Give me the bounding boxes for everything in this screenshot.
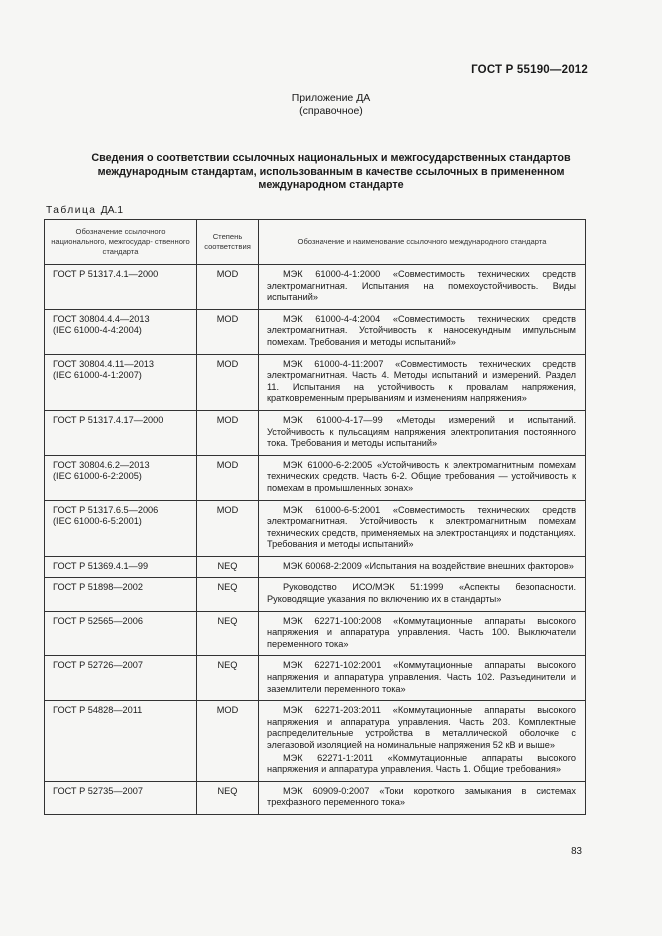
national-standard-designation: ГОСТ Р 51317.4.17—2000: [53, 414, 164, 425]
table-row: [45, 701, 586, 782]
annex-note: (справочное): [299, 105, 363, 117]
national-standard-designation: ГОСТ Р 51317.4.1—2000: [53, 269, 159, 279]
correspondence-table: [44, 219, 586, 815]
table-row: [45, 578, 586, 611]
national-standard-cell: [45, 455, 197, 500]
international-standard-entry: Руководство ИСО/МЭК 51:1999 «Аспекты безопасности. Руководящие указания по включению их в стандарты»: [267, 582, 576, 605]
degree-cell: MOD: [197, 354, 259, 410]
international-standard-entry: МЭК 61000-6-5:2001 «Совместимость технических средств электромагнитная. Устойчивость к электромагнитным помехам технических средств, применяемых на электростанциях и подстанциях. Требования и методы испытаний»: [267, 504, 576, 550]
national-standard-designation: ГОСТ Р 51369.4.1—99: [53, 560, 149, 571]
international-standard-entry: МЭК 62271-203:2011 «Коммутационные аппараты высокого напряжения и аппаратура управления. Часть 203. Комплектные распределительные устройства в металлической оболочке с элегазовой изоляцией на номинальные напряжения 52 кВ и выше»: [267, 705, 576, 750]
header-international-standard: Обозначение и наименование ссылочного международного стандарта: [259, 220, 586, 265]
table-body: [45, 265, 586, 815]
degree-cell: MOD: [197, 701, 259, 782]
national-standard-designation: (IEC 61000-4-1:2007): [53, 370, 142, 381]
national-standard-designation: ГОСТ 30804.4.11—2013: [53, 358, 155, 369]
international-standard-cell: [259, 611, 586, 656]
table-row: [45, 410, 586, 455]
international-standard-entry: МЭК 62271-102:2001 «Коммутационные аппараты высокого напряжения и аппаратура управления. Часть 102. Разъединители и заземлители переменного тока»: [267, 660, 576, 694]
table-row: [45, 500, 586, 556]
national-standard-cell: [45, 611, 197, 656]
degree-cell: NEQ: [197, 611, 259, 656]
international-standard-cell: [259, 556, 586, 578]
table-row: [45, 656, 586, 701]
international-standard-cell: [259, 309, 586, 354]
table-row: [45, 556, 586, 578]
international-standard-cell: [259, 656, 586, 701]
international-standard-entry: МЭК 60909-0:2007 «Токи короткого замыкания в системах трехфазного переменного тока»: [267, 785, 576, 808]
degree-cell: MOD: [197, 309, 259, 354]
international-standard-cell: [259, 455, 586, 500]
section-title: Сведения о соответствии ссылочных национальных и межгосударственных стандартов международным стандартам, использованным в качестве ссылочных в примененном международном стандарте: [91, 152, 571, 191]
international-standard-cell: [259, 265, 586, 310]
table-row: [45, 354, 586, 410]
table-row: [45, 611, 586, 656]
international-standard-entry: МЭК 61000-6-2:2005 «Устойчивость к электромагнитным помехам технических средств. Часть 6-2. Общие требования — устойчивость к помехам в промышленных зонах»: [267, 459, 576, 493]
national-standard-cell: [45, 265, 197, 310]
international-standard-entry: МЭК 61000-4-1:2000 «Совместимость технических средств электромагнитная. Испытания на помехоустойчивость. Виды испытаний»: [267, 269, 576, 303]
national-standard-designation: ГОСТ Р 52735—2007: [53, 785, 143, 796]
international-standard-entry: МЭК 60068-2:2009 «Испытания на воздействие внешних факторов»: [283, 560, 574, 571]
international-standard-cell: [259, 781, 586, 814]
annex-label: Приложение ДА: [291, 92, 371, 104]
degree-cell: MOD: [197, 410, 259, 455]
national-standard-cell: [45, 578, 197, 611]
table-row: [45, 265, 586, 310]
degree-cell: MOD: [197, 500, 259, 556]
national-standard-designation: (IEC 61000-6-5:2001): [53, 516, 142, 527]
document-code: ГОСТ Р 55190—2012: [471, 64, 588, 76]
degree-cell: NEQ: [197, 781, 259, 814]
international-standard-entry: МЭК 61000-4-11:2007 «Совместимость технических средств электромагнитная. Часть 4. Методы испытаний и измерений. Раздел 11. Испытания на устойчивость к провалам напряжения, кратковременным прерываниям и изменениям напряжения»: [267, 358, 576, 404]
national-standard-designation: ГОСТ Р 51317.6.5—2006: [53, 504, 159, 515]
national-standard-cell: [45, 354, 197, 410]
national-standard-designation: ГОСТ Р 54828—2011: [53, 705, 143, 716]
international-standard-entry: МЭК 61000-4-17—99 «Методы измерений и испытаний. Устойчивость к пульсациям напряжения электропитания постоянного тока. Требования и методы испытаний»: [267, 414, 576, 449]
national-standard-cell: [45, 410, 197, 455]
national-standard-designation: ГОСТ Р 51898—2002: [53, 582, 143, 593]
international-standard-cell: [259, 410, 586, 455]
degree-cell: MOD: [197, 455, 259, 500]
degree-cell: NEQ: [197, 656, 259, 701]
degree-cell: NEQ: [197, 578, 259, 611]
degree-cell: NEQ: [197, 556, 259, 578]
degree-cell: MOD: [197, 265, 259, 310]
table-row: [45, 309, 586, 354]
international-standard-cell: [259, 500, 586, 556]
international-standard-cell: [259, 578, 586, 611]
page-number: 83: [571, 846, 582, 857]
national-standard-designation: ГОСТ Р 52726—2007: [53, 660, 143, 671]
international-standard-entry: МЭК 62271-1:2011 «Коммутационные аппараты высокого напряжения и аппаратура управления. Часть 1. Общие требования»: [267, 752, 576, 775]
national-standard-designation: (IEC 61000-4-4:2004): [53, 325, 142, 336]
international-standard-cell: [259, 701, 586, 782]
table-row: [45, 455, 586, 500]
national-standard-cell: [45, 781, 197, 814]
national-standard-designation: ГОСТ 30804.6.2—2013: [53, 459, 150, 470]
table-caption-word: Таблица: [46, 205, 97, 216]
national-standard-designation: ГОСТ Р 52565—2006: [53, 615, 143, 626]
table-caption-number: ДА.1: [100, 205, 123, 216]
international-standard-entry: МЭК 61000-4-4:2004 «Совместимость технических средств электромагнитная. Устойчивость к наносекундным импульсным помехам. Требования и методы испытаний»: [267, 313, 576, 347]
table-row: [45, 781, 586, 814]
table-caption: [46, 205, 123, 216]
international-standard-cell: [259, 354, 586, 410]
national-standard-cell: [45, 309, 197, 354]
international-standard-entry: МЭК 62271-100:2008 «Коммутационные аппараты высокого напряжения и аппаратура управления. Часть 100. Выключатели переменного тока»: [267, 615, 576, 649]
national-standard-designation: (IEC 61000-6-2:2005): [53, 471, 142, 482]
table-header-row: [45, 220, 586, 265]
national-standard-cell: [45, 656, 197, 701]
national-standard-designation: ГОСТ 30804.4.4—2013: [53, 313, 150, 324]
national-standard-cell: [45, 500, 197, 556]
national-standard-cell: [45, 556, 197, 578]
header-degree: Степень соответствия: [197, 220, 259, 265]
annex-heading: [0, 92, 662, 118]
national-standard-cell: [45, 701, 197, 782]
header-national-standard: Обозначение ссылочного национального, межгосудар- ственного стандарта: [45, 220, 197, 265]
